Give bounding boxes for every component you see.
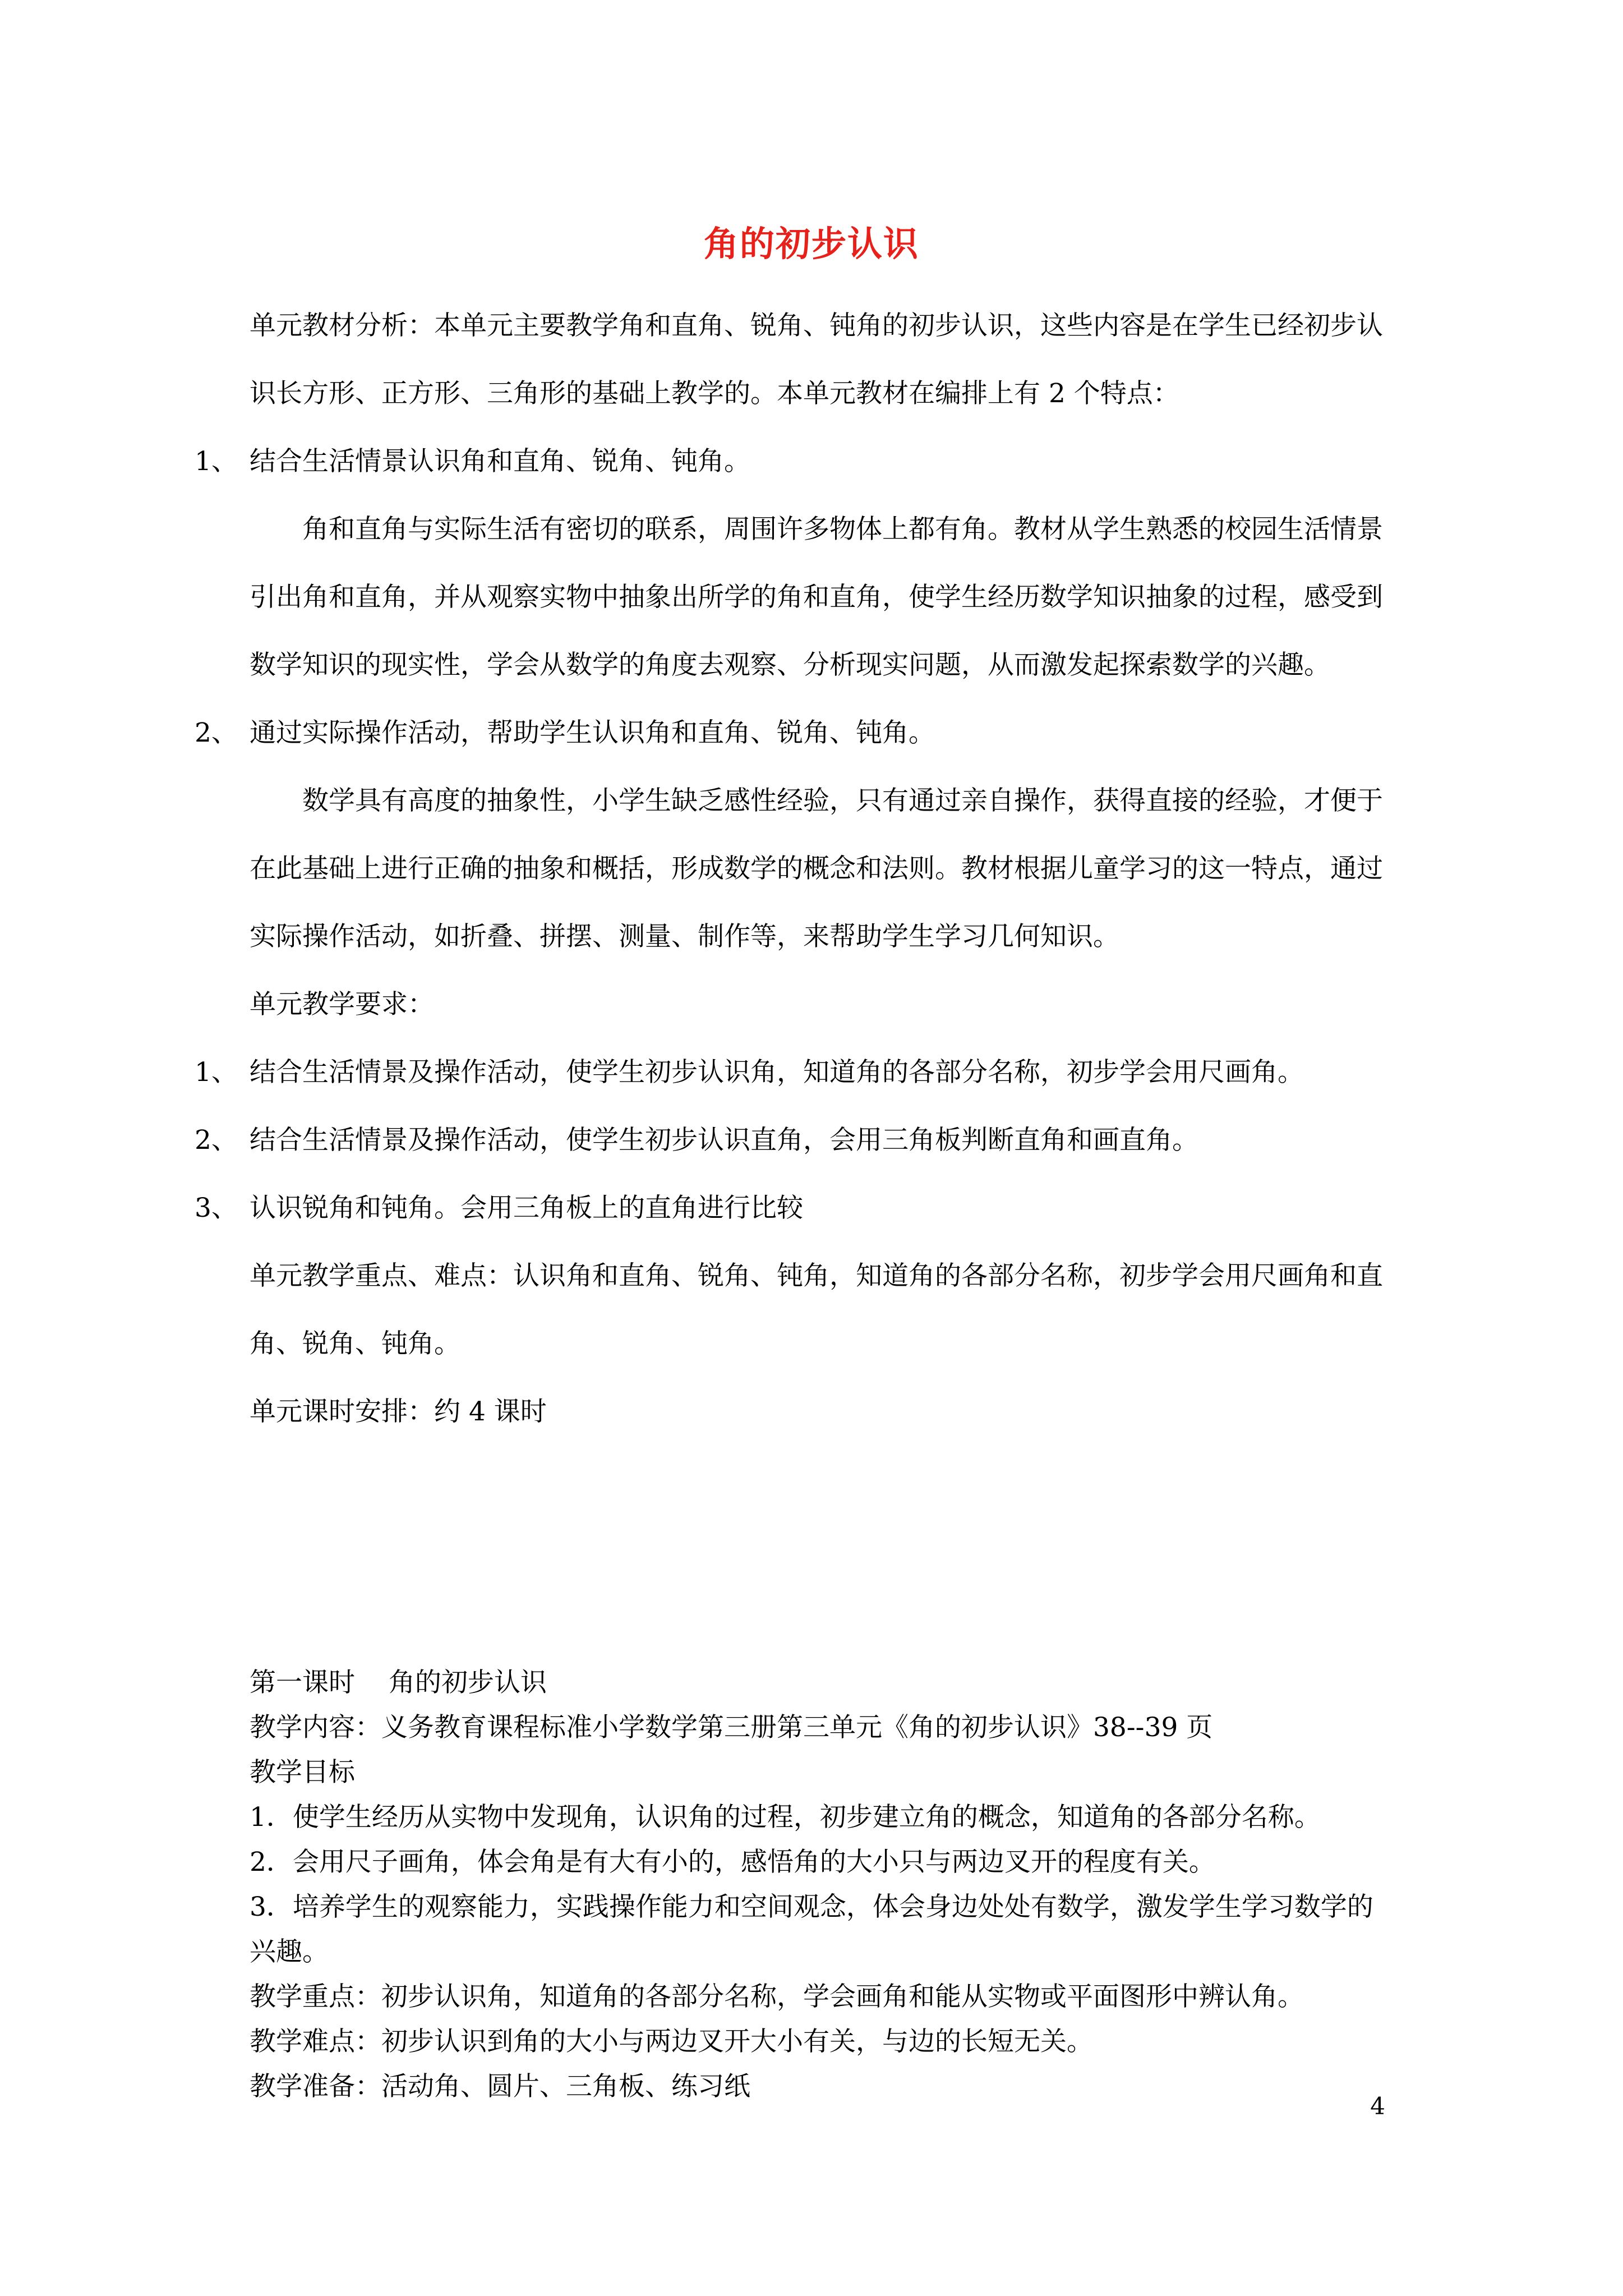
requirement-text-2: 结合生活情景及操作活动，使学生初步认识直角，会用三角板判断直角和画直角。 <box>250 1125 1198 1156</box>
paragraph-key-points: 单元教学重点、难点：认识角和直角、锐角、钝角，知道角的各部分名称，初步学会用尺画角和直角、锐角、钝角。 <box>250 1260 1383 1359</box>
lesson-title-topic: 角的初步认识 <box>389 1667 547 1698</box>
lesson-goal-2: 2．会用尺子画角，体会角是有大有小的，感悟角的大小只与两边叉开的程度有关。 <box>250 1847 1215 1878</box>
requirements-heading: 单元教学要求： <box>250 989 434 1020</box>
feature-item-2 <box>195 699 1388 767</box>
requirement-item-2 <box>195 1106 1388 1174</box>
requirement-item-1 <box>195 1038 1388 1106</box>
lesson-preparation: 教学准备：活动角、圆片、三角板、练习纸 <box>250 2071 750 2102</box>
lesson-difficulty: 教学难点：初步认识到角的大小与两边叉开大小有关，与边的长短无关。 <box>250 2026 1093 2057</box>
paragraph-feature-2-detail: 数学具有高度的抽象性，小学生缺乏感性经验，只有通过亲自操作，获得直接的经验，才便于在此基础上进行正确的抽象和概括，形成数学的概念和法则。教材根据儿童学习的这一特点，通过实际操作活动，如折叠、拼摆、测量、制作等，来帮助学生学习几何知识。 <box>250 785 1383 952</box>
paragraph-unit-analysis: 单元教材分析：本单元主要教学角和直角、锐角、钝角的初步认识，这些内容是在学生已经初步认识长方形、正方形、三角形的基础上教学的。本单元教材在编排上有 2 个特点： <box>250 310 1383 409</box>
requirement-number-3: 3、 <box>195 1193 238 1223</box>
requirement-number-2: 2、 <box>195 1125 238 1156</box>
lesson-goals-heading: 教学目标 <box>250 1757 355 1788</box>
requirement-text-1: 结合生活情景及操作活动，使学生初步认识角，知道角的各部分名称，初步学会用尺画角。 <box>250 1057 1304 1088</box>
lesson-title-period: 第一课时 <box>250 1667 355 1698</box>
lesson-goal-3: 3．培养学生的观察能力，实践操作能力和空间观念，体会身边处处有数学，激发学生学习数学的兴趣。 <box>250 1892 1373 1967</box>
requirement-number-1: 1、 <box>195 1057 238 1088</box>
paragraph-schedule: 单元课时安排：约 4 课时 <box>250 1396 547 1427</box>
lesson-content: 教学内容：义务教育课程标准小学数学第三册第三单元《角的初步认识》38--39 页 <box>250 1712 1213 1743</box>
feature-item-1 <box>195 427 1388 495</box>
lesson-one-section <box>250 1660 1388 2109</box>
lesson-title <box>250 1660 1388 1705</box>
feature-number-1: 1、 <box>195 446 238 477</box>
paragraph-feature-1-detail: 角和直角与实际生活有密切的联系，周围许多物体上都有角。教材从学生熟悉的校园生活情景引出角和直角，并从观察实物中抽象出所学的角和直角，使学生经历数学知识抽象的过程，感受到数学知识的现实性，学会从数学的角度去观察、分析现实问题，从而激发起探索数学的兴趣。 <box>250 514 1383 680</box>
feature-text-1: 结合生活情景认识角和直角、锐角、钝角。 <box>250 446 750 477</box>
feature-number-2: 2、 <box>195 717 238 748</box>
lesson-goal-1: 1．使学生经历从实物中发现角，认识角的过程，初步建立角的概念，知道角的各部分名称。 <box>250 1802 1321 1833</box>
lesson-key-point: 教学重点：初步认识角，知道角的各部分名称，学会画角和能从实物或平面图形中辨认角。 <box>250 1981 1304 2012</box>
requirement-item-3 <box>195 1174 1388 1242</box>
page-number: 4 <box>1370 2092 1385 2120</box>
document-title: 角的初步认识 <box>703 223 919 264</box>
unit-analysis-section <box>195 292 1388 1446</box>
requirement-text-3: 认识锐角和钝角。会用三角板上的直角进行比较 <box>250 1193 803 1223</box>
feature-text-2: 通过实际操作活动，帮助学生认识角和直角、锐角、钝角。 <box>250 717 935 748</box>
